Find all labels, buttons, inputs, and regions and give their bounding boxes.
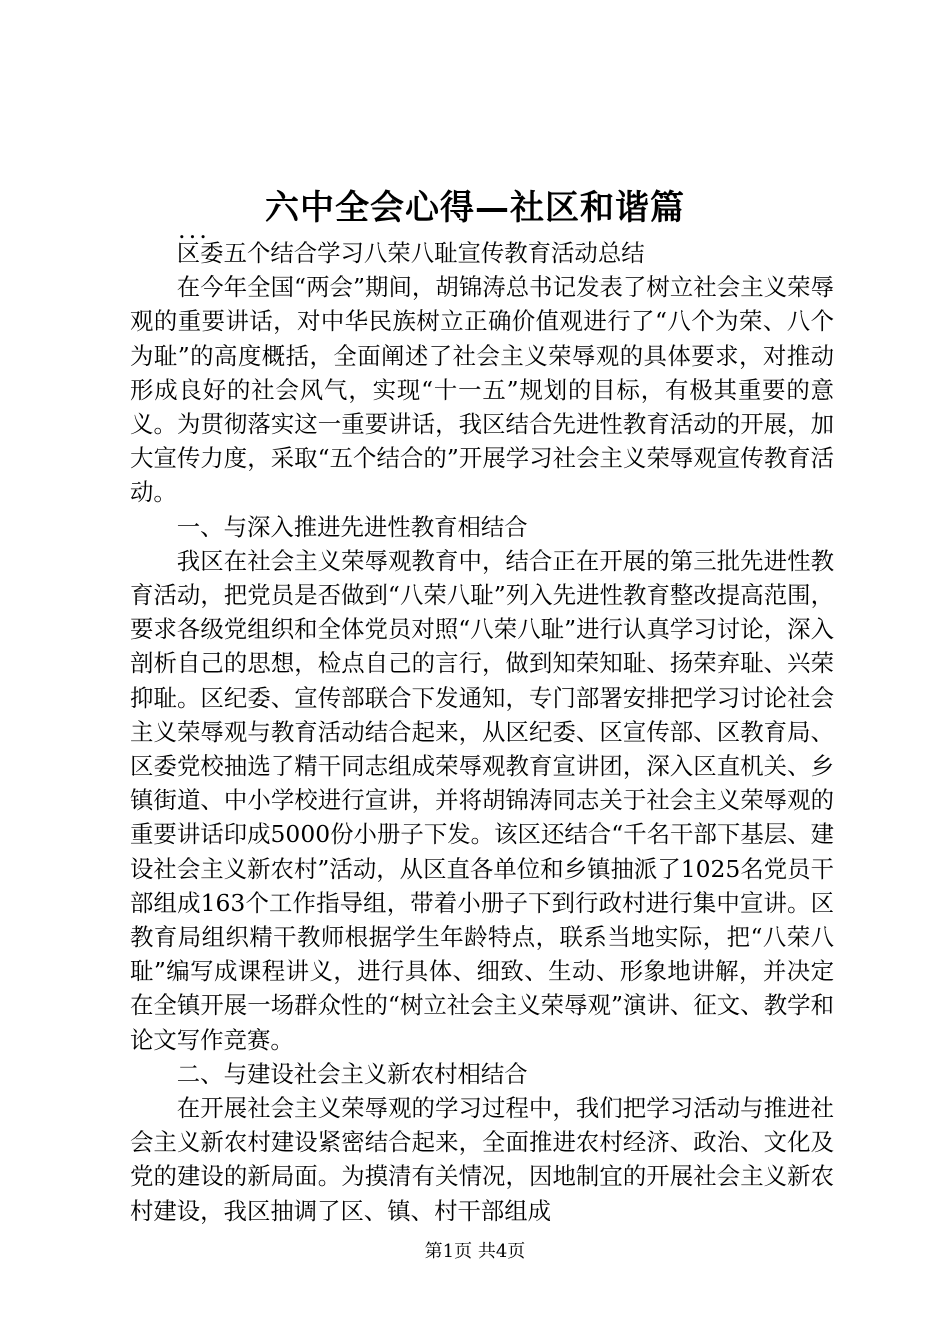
document-title: 六中全会心得—社区和谐篇: [265, 188, 685, 228]
page-footer: 第1页 共4页: [424, 1241, 526, 1262]
ellipsis-text: ...: [178, 216, 210, 244]
body-paragraph: 我区在社会主义荣辱观教育中，结合正在开展的第三批先进性教育活动，把党员是否做到“八荣八耻”列入先进性教育整改提高范围，要求各级党组织和全体党员对照“八荣八耻”进行认真学习讨论，深入剖析自己的思想，检点自己的言行，做到知荣知耻、扬荣弃耻、兴荣抑耻。区纪委、宣传部联合下发通知，专门部署安排把学习讨论社会主义荣辱观与教育活动结合起来，从区纪委、区宣传部、区教育局、区委党校抽选了精干同志组成荣辱观教育宣讲团，深入区直机关、乡镇街道、中小学校进行宣讲，并将胡锦涛同志关于社会主义荣辱观的重要讲话印成5000份小册子下发。该区还结合“千名干部下基层、建设社会主义新农村”活动，从区直各单位和乡镇抽派了1025名党员干部组成163个工作指导组，带着小册子下到行政村进行集中宣讲。区教育局组织精干教师根据学生年龄特点，联系当地实际，把“八荣八耻”编写成课程讲义，进行具体、细致、生动、形象地讲解，并决定在全镇开展一场群众性的“树立社会主义荣辱观”演讲、征文、教学和论文写作竞赛。: [130, 546, 834, 1054]
body-paragraph: 在今年全国“两会”期间，胡锦涛总书记发表了树立社会主义荣辱观的重要讲话，对中华民族树立正确价值观进行了“八个为荣、八个为耻”的高度概括，全面阐述了社会主义荣辱观的具体要求，对推动形成良好的社会风气，实现“十一五”规划的目标，有极其重要的意义。为贯彻落实这一重要讲话，我区结合先进性教育活动的开展，加大宣传力度，采取“五个结合的”开展学习社会主义荣辱观宣传教育活动。: [130, 273, 834, 507]
section-heading-2: 二、与建设社会主义新农村相结合: [176, 1059, 528, 1088]
body-paragraph: 在开展社会主义荣辱观的学习过程中，我们把学习活动与推进社会主义新农村建设紧密结合起来，全面推进农村经济、政治、文化及党的建设的新局面。为摸清有关情况，因地制宜的开展社会主义新农村建设，我区抽调了区、镇、村干部组成: [130, 1094, 834, 1225]
section-heading-1: 一、与深入推进先进性教育相结合: [176, 512, 528, 541]
document-body: [130, 236, 834, 1228]
document-subtitle: 区委五个结合学习八荣八耻宣传教育活动总结: [176, 239, 645, 267]
